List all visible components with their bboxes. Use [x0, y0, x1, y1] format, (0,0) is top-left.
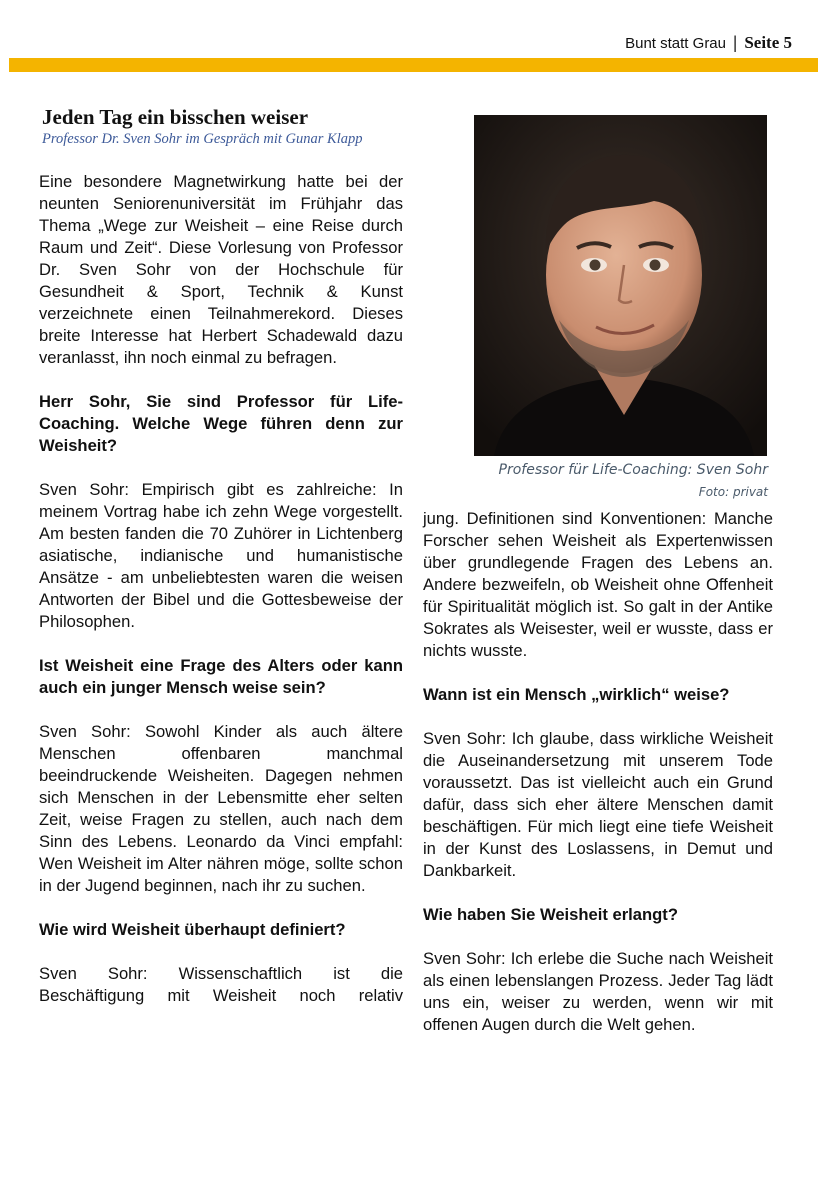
- page-header: [625, 32, 792, 53]
- header-accent-bar: [9, 58, 818, 72]
- article-subtitle: Professor Dr. Sven Sohr im Gespräch mit Gunar Klapp: [42, 131, 363, 147]
- portrait-image: [474, 115, 767, 456]
- interview-answer: Sven Sohr: Empirisch gibt es zahlreiche: In meinem Vortrag habe ich zehn Wege vorgestellt. Am besten fanden die 70 Zuhörer in Lichtenberg asiatische, indianische und humanistische Ansätze - am unbeliebtesten waren die weisen Antworten der Bibel und die Gottesbeweise der Philosophen.: [39, 480, 403, 631]
- publication-name: Bunt statt Grau: [625, 35, 726, 52]
- interview-answer: Sven Sohr: Wissenschaftlich ist die Beschäftigung mit Weisheit noch relativ: [39, 964, 403, 1005]
- article-title: Jeden Tag ein bisschen weiser: [42, 105, 309, 129]
- interview-answer: Sven Sohr: Ich glaube, dass wirkliche Weisheit die Auseinandersetzung mit unserem Tode voraussetzt. Das ist vielleicht auch ein Grund dafür, dass sich eher ältere Menschen damit beschäftigen. Für mich liegt eine tiefe Weisheit in der Kunst des Loslassens, in Demut und Dankbarkeit.: [423, 729, 773, 880]
- interview-answer: Sven Sohr: Ich erlebe die Suche nach Weisheit als einen lebenslangen Prozess. Jeder Tag lädt uns ein, weiser zu werden, wenn wir mit offenen Augen durch die Welt gehen.: [423, 949, 773, 1034]
- photo-credit: Foto: privat: [698, 485, 768, 499]
- interview-question: Ist Weisheit eine Frage des Alters oder kann auch ein junger Mensch weise sein?: [39, 656, 403, 697]
- article-column-left: [39, 171, 403, 1029]
- interview-question: Herr Sohr, Sie sind Professor für Life-Coaching. Welche Wege führen denn zur Weisheit?: [39, 392, 403, 455]
- header-separator: |: [733, 32, 738, 52]
- article-column-right: [423, 508, 773, 1058]
- interview-answer: jung. Definitionen sind Konventionen: Manche Forscher sehen Weisheit als Expertenwissen über grundlegende Fragen des Lebens an. Andere bezweifeln, ob Weisheit ohne Offenheit für Spiritualität möglich ist. So galt in der Antike Sokrates als Weisester, weil er wusste, dass er nichts wusste.: [423, 509, 773, 660]
- intro-paragraph: Eine besondere Magnetwirkung hatte bei der neunten Seniorenuniversität im Frühjahr das Thema „Wege zur Weisheit – eine Reise durch Raum und Zeit“. Diese Vorlesung von Professor Dr. Sven Sohr von der Hochschule für Gesundheit & Sport, Technik & Kunst verzeichnete einen Teilnahmerekord. Dieses breite Interesse hat Herbert Schadewald dazu veranlasst, ihn noch einmal zu befragen.: [39, 172, 403, 367]
- interview-question: Wann ist ein Mensch „wirklich“ weise?: [423, 685, 730, 704]
- portrait-photo: [474, 115, 767, 456]
- interview-question: Wie haben Sie Weisheit erlangt?: [423, 905, 678, 924]
- page-number: Seite 5: [744, 33, 792, 52]
- photo-caption: Professor für Life-Coaching: Sven Sohr: [498, 462, 768, 478]
- interview-question: Wie wird Weisheit überhaupt definiert?: [39, 920, 346, 939]
- interview-answer: Sven Sohr: Sowohl Kinder als auch ältere Menschen offenbaren manchmal beeindruckende Weisheiten. Dagegen nehmen sich Menschen in der Lebensmitte eher selten Zeit, weise Fragen zu stellen, auch nach dem Sinn des Lebens. Leonardo da Vinci empfahl: Wen Weisheit im Alter nähren möge, sollte schon in der Jugend beginnen, nach ihr zu suchen.: [39, 722, 403, 895]
